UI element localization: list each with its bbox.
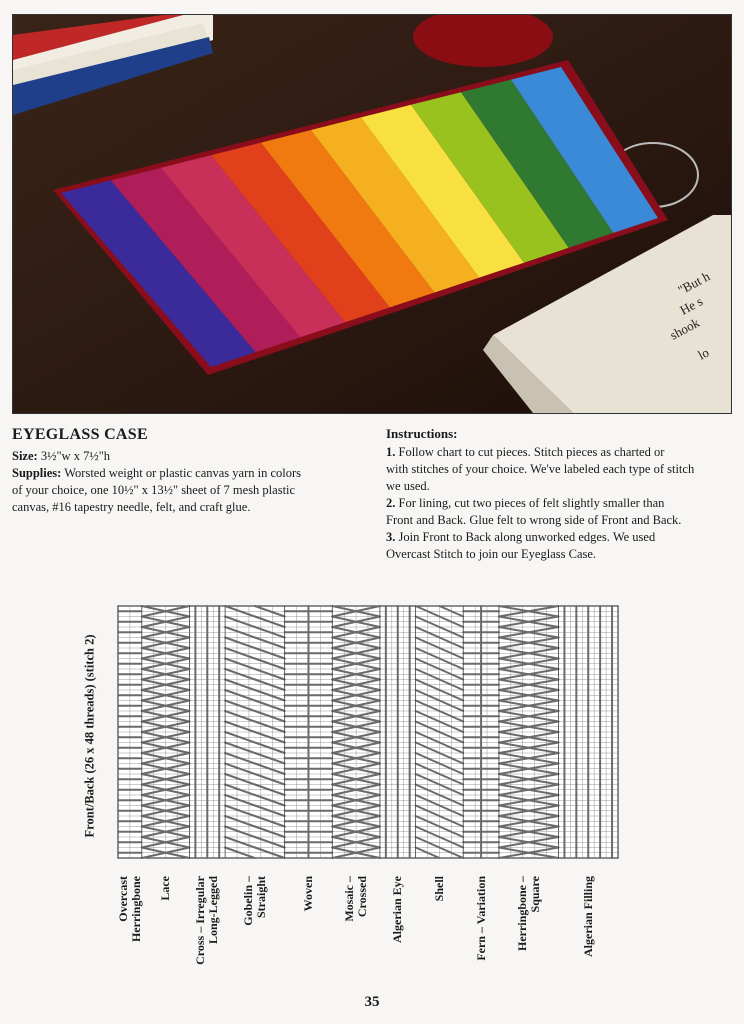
stitch-label: Herringbone – Square: [514, 876, 542, 951]
stitch-label: Overcast Herringbone: [115, 876, 143, 942]
step-2-line-2: Front and Back. Glue felt to wrong side of Front and Back.: [386, 513, 682, 527]
chart-title: Front/Back (26 x 48 threads) (stitch 2): [82, 634, 97, 838]
project-info: [12, 426, 357, 516]
size-label: Size:: [12, 449, 38, 463]
step-1-line-2: with stitches of your choice. We've labeled each type of stitch: [386, 462, 695, 476]
step-2-line-1: 2. For lining, cut two pieces of felt slightly smaller than: [386, 496, 665, 510]
stitch-label: Fern – Variation: [473, 876, 488, 961]
supplies-line-3: canvas, #16 tapestry needle, felt, and craft glue.: [12, 500, 251, 514]
photo-illustration: [13, 15, 731, 413]
eyeglass-case-photo: [12, 14, 732, 414]
stitch-label: Mosaic – Crossed: [342, 876, 370, 922]
chart-grid: [116, 604, 621, 864]
svg-text:"But h: "But h: [675, 268, 713, 298]
stitch-label: Shell: [431, 876, 446, 902]
step-1-line-3: we used.: [386, 479, 430, 493]
supplies-line-1: Supplies: Worsted weight or plastic canvas yarn in colors: [12, 466, 302, 480]
page-number: 35: [364, 994, 380, 1010]
step-3-line-1: 3. Join Front to Back along unworked edges. We used: [386, 530, 656, 544]
svg-text:He s: He s: [677, 293, 706, 318]
step-1-line-1: 1. Follow chart to cut pieces. Stitch pieces as charted or: [386, 445, 665, 459]
stitch-label: Cross – Irregular Long-Legged: [193, 876, 221, 965]
size-value: 3½"w x 7½"h: [40, 449, 111, 463]
svg-text:lo: lo: [695, 344, 712, 363]
stitch-label: Gobelin – Straight: [240, 876, 268, 926]
project-title: EYEGLASS CASE: [12, 426, 148, 443]
instructions: [386, 426, 731, 563]
svg-text:shook: shook: [667, 314, 702, 343]
stitch-label: Woven: [300, 876, 315, 912]
step-3-line-2: Overcast Stitch to join our Eyeglass Case.: [386, 547, 597, 561]
instructions-heading: Instructions:: [386, 426, 458, 441]
supplies-line-2: of your choice, one 10½" x 13½" sheet of 7 mesh plastic: [12, 483, 296, 497]
stitch-label: Algerian Filling: [580, 876, 595, 957]
stitch-label: Lace: [158, 876, 173, 901]
size-line: [12, 448, 357, 465]
stitch-chart: [70, 596, 630, 986]
stitch-label: Algerian Eye: [390, 876, 405, 943]
supplies-label: Supplies:: [12, 466, 62, 480]
